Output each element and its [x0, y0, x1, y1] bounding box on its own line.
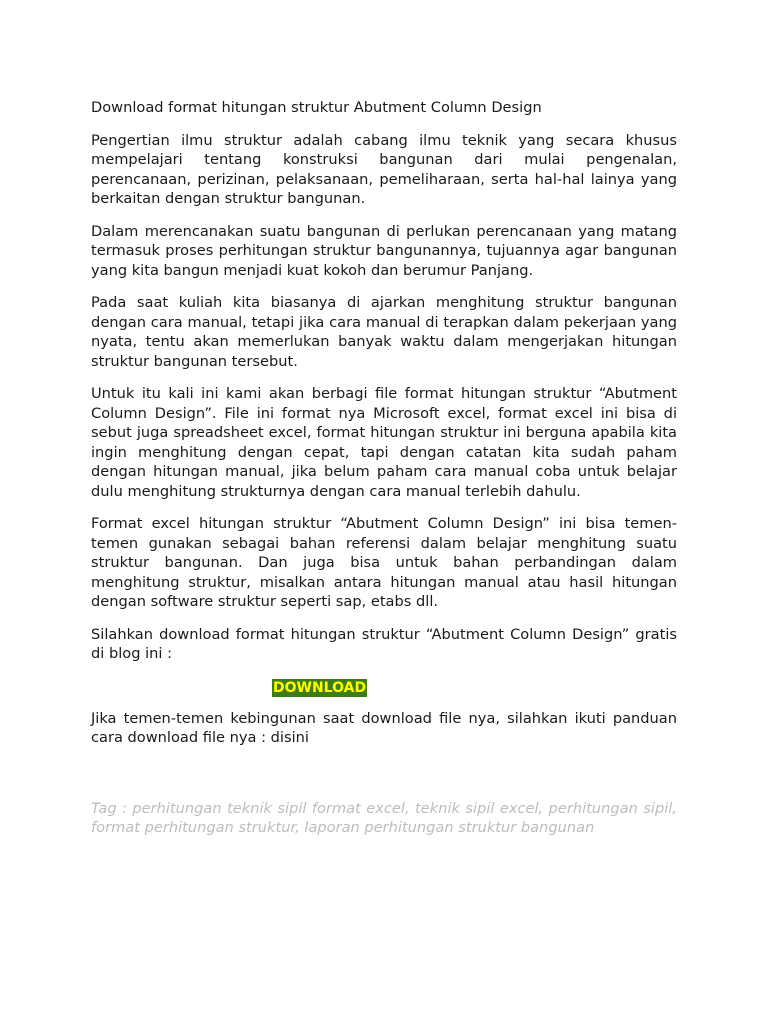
- paragraph-reference: Format excel hitungan struktur “Abutment Column Design” ini bisa temen-temen gunakan sebagai bahan referensi dalam belajar menghitung suatu struktur bangunan. Dan juga bisa untuk bahan perbandingan dalam menghitung struktur, misalkan antara hitungan manual atau hasil hitungan dengan software struktur seperti sap, etabs dll.: [91, 515, 677, 610]
- paragraph-planning: Dalam merencanakan suatu bangunan di perlukan perencanaan yang matang termasuk proses perhitungan struktur bangunannya, tujuannya agar bangunan yang kita bangun menjadi kuat kokoh dan berumur Panjang.: [91, 222, 677, 279]
- download-button[interactable]: DOWNLOAD: [273, 679, 367, 696]
- document-page: [91, 98, 677, 838]
- paragraph-download-guide: Jika temen-temen kebingunan saat download file nya, silahkan ikuti panduan cara download file nya : disini: [91, 709, 677, 746]
- paragraph-download-intro: Silahkan download format hitungan struktur “Abutment Column Design” gratis di blog ini :: [91, 625, 677, 662]
- tag-line: Tag : perhitungan teknik sipil format excel, teknik sipil excel, perhitungan sipil, format perhitungan struktur, laporan perhitungan struktur bangunan: [91, 799, 677, 836]
- paragraph-definition: Pengertian ilmu struktur adalah cabang ilmu teknik yang secara khusus mempelajari tentang konstruksi bangunan dari mulai pengenalan, perencanaan, perizinan, pelaksanaan, pemeliharaan, serta hal-hal lainya yang berkaitan dengan struktur bangunan.: [91, 131, 677, 207]
- paragraph-file-info: Untuk itu kali ini kami akan berbagi file format hitungan struktur “Abutment Column Design”. File ini format nya Microsoft excel, format excel ini bisa di sebut juga spreadsheet excel, format hitungan struktur ini berguna apabila kita ingin menghitung dengan cepat, tapi dengan catatan kita sudah paham dengan hitungan manual, jika belum paham cara manual coba untuk belajar dulu menghitung strukturnya dengan cara manual terlebih dahulu.: [91, 385, 677, 500]
- paragraph-college: Pada saat kuliah kita biasanya di ajarkan menghitung struktur bangunan dengan cara manual, tetapi jika cara manual di terapkan dalam pekerjaan yang nyata, tentu akan memerlukan banyak waktu dalam mengerjakan hitungan struktur bangunan tersebut.: [91, 294, 677, 370]
- download-row: [91, 677, 677, 697]
- document-title: Download format hitungan struktur Abutment Column Design: [91, 99, 542, 116]
